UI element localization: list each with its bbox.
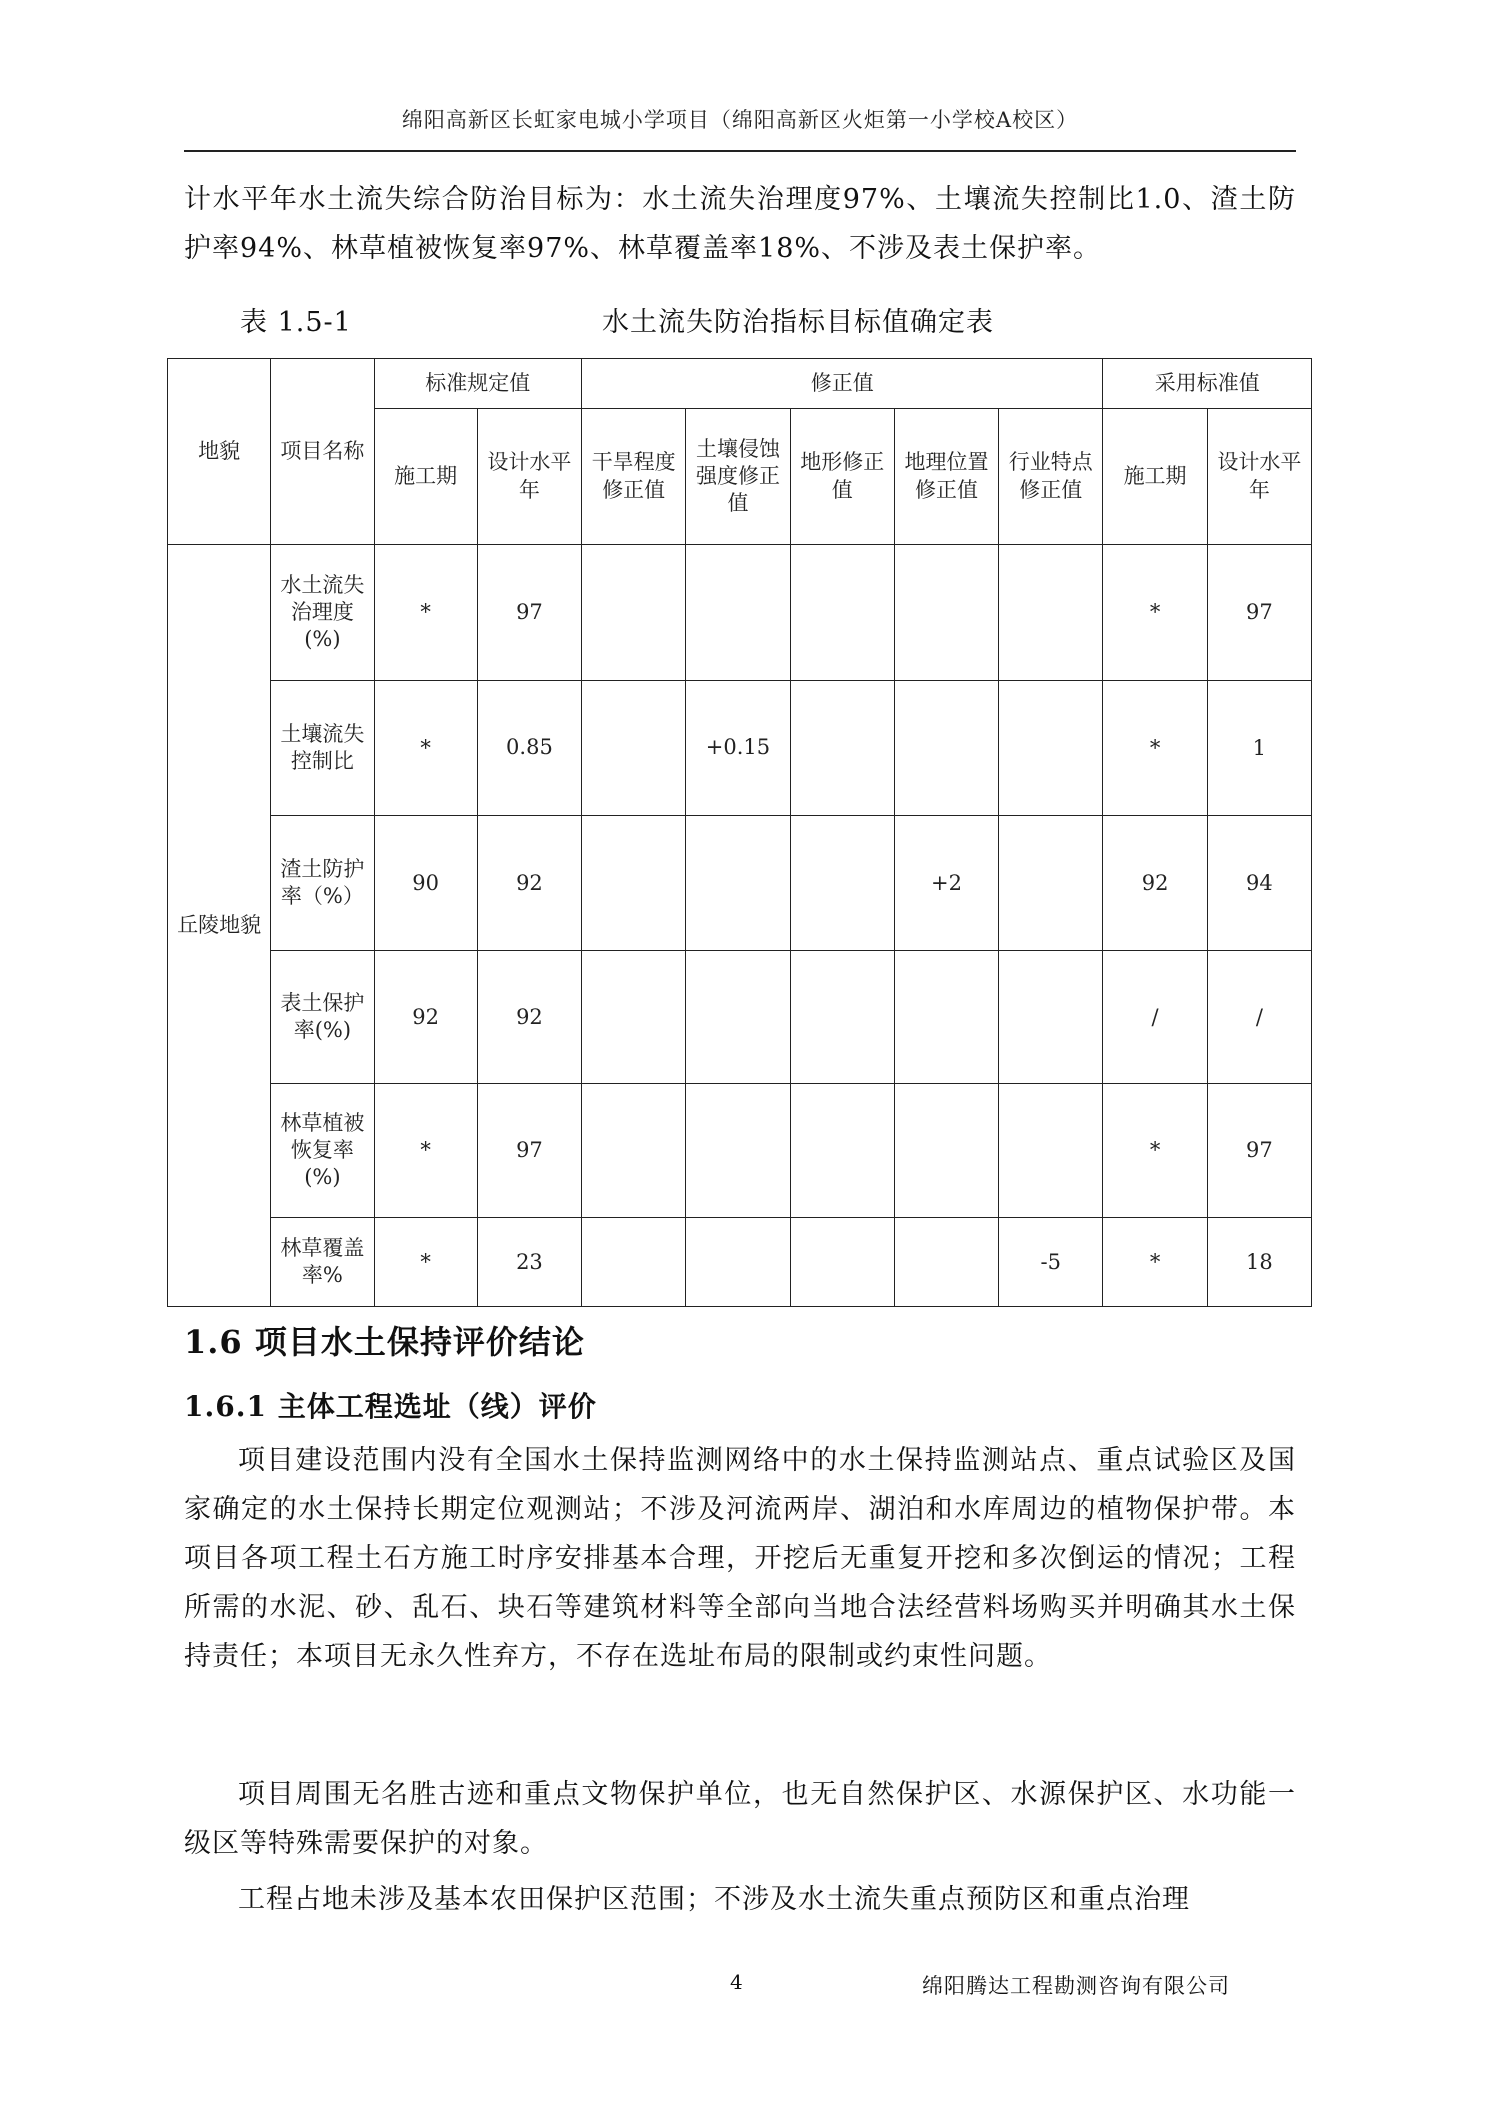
body-paragraph-2: 项目周围无名胜古迹和重点文物保护单位，也无自然保护区、水源保护区、水功能一级区等特殊需要保护的对象。 <box>184 1779 1296 1859</box>
std-construction-cell: 90 <box>374 816 477 951</box>
erosion-cell <box>686 545 790 681</box>
location-cell: +2 <box>894 816 998 951</box>
section-heading: 1.6 项目水土保持评价结论 <box>184 1323 585 1361</box>
adopt-construction-cell: * <box>1103 1218 1207 1307</box>
landform-cell: 丘陵地貌 <box>168 545 271 1307</box>
th-erosion: 土壤侵蚀强度修正值 <box>686 409 790 545</box>
table-row <box>168 1218 1312 1307</box>
industry-cell <box>999 545 1103 681</box>
body-paragraph-1: 项目建设范围内没有全国水土保持监测网络中的水土保持监测站点、重点试验区及国家确定的水土保持长期定位观测站；不涉及河流两岸、湖泊和水库周边的植物保护带。本项目各项工程土石方施工时序安排基本合理，开挖后无重复开挖和多次倒运的情况；工程所需的水泥、砂、乱石、块石等建筑材料等全部向当地合法经营料场购买并明确其水土保持责任；本项目无永久性弃方，不存在选址布局的限制或约束性问题。 <box>184 1445 1296 1672</box>
erosion-cell <box>686 816 790 951</box>
header-rule <box>184 150 1296 152</box>
arid-cell <box>582 951 686 1084</box>
adopt-construction-cell: / <box>1103 951 1207 1084</box>
arid-cell <box>582 1084 686 1218</box>
erosion-cell <box>686 1084 790 1218</box>
body-paragraph-3: 工程占地未涉及基本农田保护区范围；不涉及水土流失重点预防区和重点治理 <box>238 1884 1190 1915</box>
th-adopted-construction: 施工期 <box>1103 409 1207 545</box>
table-row <box>168 545 1312 681</box>
item-name-cell: 水土流失治理度(%) <box>271 545 374 681</box>
location-cell <box>894 1218 998 1307</box>
adopt-design-cell: 97 <box>1207 1084 1311 1218</box>
th-industry: 行业特点修正值 <box>999 409 1103 545</box>
adopt-construction-cell: * <box>1103 681 1207 816</box>
th-location: 地理位置修正值 <box>894 409 998 545</box>
adopt-construction-cell: * <box>1103 545 1207 681</box>
std-construction-cell: * <box>374 681 477 816</box>
terrain-cell <box>790 545 894 681</box>
std-design-cell: 92 <box>477 951 581 1084</box>
std-design-cell: 23 <box>477 1218 581 1307</box>
footer-company: 绵阳腾达工程勘测咨询有限公司 <box>922 1974 1230 1998</box>
adopt-design-cell: 1 <box>1207 681 1311 816</box>
erosion-cell: +0.15 <box>686 681 790 816</box>
subsection-heading: 1.6.1 主体工程选址（线）评价 <box>184 1390 597 1423</box>
erosion-cell <box>686 1218 790 1307</box>
adopt-construction-cell: 92 <box>1103 816 1207 951</box>
arid-cell <box>582 1218 686 1307</box>
location-cell <box>894 545 998 681</box>
erosion-cell <box>686 951 790 1084</box>
adopt-design-cell: 94 <box>1207 816 1311 951</box>
adopt-construction-cell: * <box>1103 1084 1207 1218</box>
th-correction-group: 修正值 <box>582 359 1103 409</box>
item-name-cell: 林草覆盖率% <box>271 1218 374 1307</box>
intro-paragraph: 计水平年水土流失综合防治目标为：水土流失治理度97%、土壤流失控制比1.0、渣土防护率94%、林草植被恢复率97%、林草覆盖率18%、不涉及表土保护率。 <box>184 184 1296 264</box>
std-construction-cell: * <box>374 1084 477 1218</box>
terrain-cell <box>790 1218 894 1307</box>
table-row <box>168 681 1312 816</box>
th-item-name: 项目名称 <box>271 359 374 545</box>
running-header: 绵阳高新区长虹家电城小学项目（绵阳高新区火炬第一小学校A校区） <box>401 108 1079 132</box>
terrain-cell <box>790 951 894 1084</box>
std-construction-cell: * <box>374 1218 477 1307</box>
std-design-cell: 97 <box>477 1084 581 1218</box>
std-construction-cell: * <box>374 545 477 681</box>
th-standard-group: 标准规定值 <box>374 359 582 409</box>
item-name-cell: 土壤流失控制比 <box>271 681 374 816</box>
table-row <box>168 816 1312 951</box>
terrain-cell <box>790 681 894 816</box>
terrain-cell <box>790 816 894 951</box>
industry-cell <box>999 681 1103 816</box>
industry-cell <box>999 816 1103 951</box>
th-construction: 施工期 <box>374 409 477 545</box>
industry-cell <box>999 951 1103 1084</box>
th-terrain: 地形修正值 <box>790 409 894 545</box>
item-name-cell: 表土保护率(%) <box>271 951 374 1084</box>
location-cell <box>894 681 998 816</box>
item-name-cell: 林草植被恢复率(%) <box>271 1084 374 1218</box>
adopt-design-cell: 18 <box>1207 1218 1311 1307</box>
th-design: 设计水平年 <box>477 409 581 545</box>
th-adopted-design: 设计水平年 <box>1207 409 1311 545</box>
page-number: 4 <box>730 1970 743 1994</box>
arid-cell <box>582 681 686 816</box>
std-design-cell: 0.85 <box>477 681 581 816</box>
std-design-cell: 92 <box>477 816 581 951</box>
th-landform: 地貌 <box>168 359 271 545</box>
adopt-design-cell: / <box>1207 951 1311 1084</box>
table-number: 表 1.5-1 <box>240 307 352 338</box>
location-cell <box>894 951 998 1084</box>
adopt-design-cell: 97 <box>1207 545 1311 681</box>
prevention-targets-table <box>167 358 1312 1307</box>
th-arid: 干旱程度修正值 <box>582 409 686 545</box>
arid-cell <box>582 816 686 951</box>
item-name-cell: 渣土防护率（%） <box>271 816 374 951</box>
table-row <box>168 951 1312 1084</box>
th-adopted-group: 采用标准值 <box>1103 359 1312 409</box>
location-cell <box>894 1084 998 1218</box>
arid-cell <box>582 545 686 681</box>
industry-cell <box>999 1084 1103 1218</box>
std-construction-cell: 92 <box>374 951 477 1084</box>
industry-cell: -5 <box>999 1218 1103 1307</box>
table-row <box>168 1084 1312 1218</box>
std-design-cell: 97 <box>477 545 581 681</box>
terrain-cell <box>790 1084 894 1218</box>
table-title: 水土流失防治指标目标值确定表 <box>602 307 994 338</box>
